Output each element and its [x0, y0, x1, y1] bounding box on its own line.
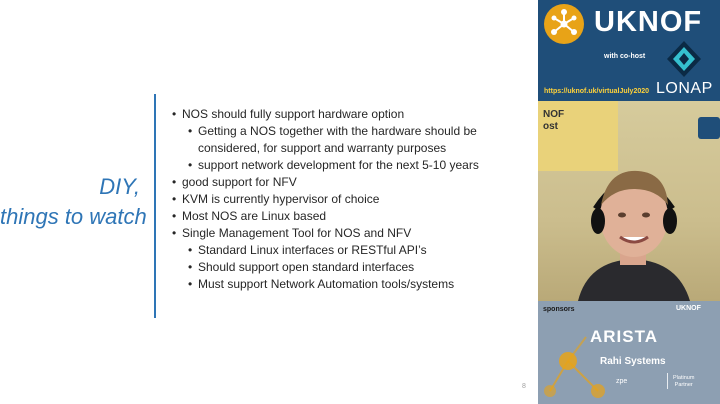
webcam-feed	[538, 101, 720, 301]
sponsors-uknof-logo: UKNOF	[676, 305, 701, 312]
slide-title	[0, 172, 147, 232]
speaker-silhouette	[568, 151, 698, 301]
bullet-list	[172, 106, 527, 293]
bullet-item: • NOS should fully support hardware option	[172, 106, 527, 123]
slide-divider	[154, 94, 156, 318]
sub-bullet-item: • Getting a NOS together with the hardware should be considered, for support and warranty purposes	[188, 123, 527, 157]
sub-bullet-item: • Should support open standard interfaces	[188, 259, 527, 276]
lonap-mark-icon	[666, 40, 702, 78]
sub-bullet-item: • support network development for the next 5-10 years	[188, 157, 527, 174]
bullet-item: • Single Management Tool for NOS and NFV	[172, 225, 527, 242]
sub-bullet-item: • Must support Network Automation tools/systems	[188, 276, 527, 293]
bullet-item: • Most NOS are Linux based	[172, 208, 527, 225]
conference-banner	[538, 0, 720, 101]
sponsors-panel	[538, 301, 720, 404]
platinum-partner-label: Platinum Partner	[673, 375, 695, 388]
slide-page-number: 8	[522, 383, 526, 390]
sub-bullet-item: • Standard Linux interfaces or RESTful API’s	[188, 242, 527, 259]
uknof-title: UKNOF	[594, 6, 703, 38]
background-poster-text: NOF ost	[543, 109, 565, 132]
sponsor-zpe-logo: zpe	[616, 378, 628, 385]
bullet-item: • KVM is currently hypervisor of choice	[172, 191, 527, 208]
slide-title-line-1: DIY,	[99, 174, 140, 199]
sponsors-heading: sponsors	[543, 306, 575, 313]
uknof-logo-icon	[544, 4, 584, 44]
background-logo-icon	[698, 117, 720, 139]
bullet-item: • good support for NFV	[172, 174, 527, 191]
video-sidebar	[538, 0, 720, 404]
sponsor-rahi-logo: Rahi Systems	[600, 356, 666, 367]
sponsor-arista-logo: ARISTA	[590, 327, 659, 346]
network-graph-icon	[544, 4, 584, 44]
cohost-label: with co-host	[604, 53, 646, 60]
lonap-logo: LONAP	[656, 80, 713, 97]
slide-title-line-2: things to watch	[0, 204, 147, 229]
event-url: https://uknof.uk/virtualJuly2020	[544, 88, 650, 95]
sponsor-divider	[667, 373, 668, 389]
